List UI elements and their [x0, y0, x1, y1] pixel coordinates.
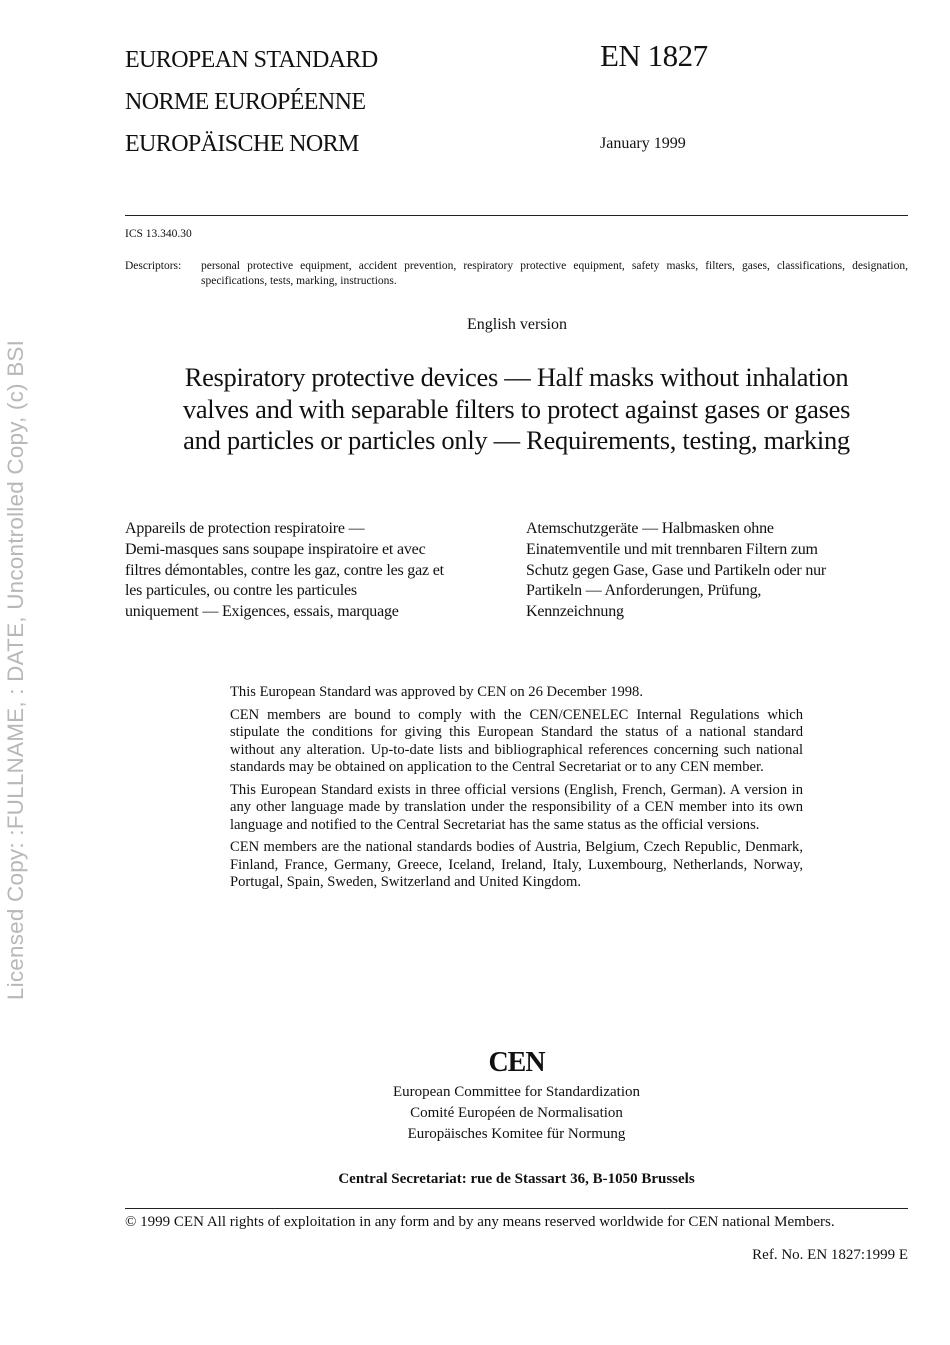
german-line: Schutz gegen Gase, Gase und Partikeln oder nur: [526, 561, 827, 579]
ics-code: ICS 13.340.30: [125, 228, 192, 240]
french-line: uniquement — Exigences, essais, marquage: [125, 603, 399, 621]
title-line: Respiratory protective devices — Half masks without inhalation: [184, 362, 849, 392]
descriptors-text: personal protective equipment, accident prevention, respiratory protective equipment, safety masks, filters, gases, classifications, designation, specifications, tests, marking, instructions.: [201, 260, 908, 287]
title-german: [526, 519, 916, 623]
descriptors-label: Descriptors:: [125, 260, 182, 272]
organization-name: Europäisches Komitee für Normung: [407, 1125, 626, 1142]
header-divider: [125, 215, 908, 216]
title-line: valves and with separable filters to protect against gases or gases: [182, 393, 851, 424]
footer-divider: [125, 1208, 908, 1209]
header-title-en: EUROPEAN STANDARD: [125, 47, 378, 73]
publication-date: January 1999: [600, 135, 686, 152]
french-line: Appareils de protection respiratoire —: [125, 520, 365, 537]
header-title-de: EUROPÄISCHE NORM: [125, 131, 359, 157]
descriptors: [125, 259, 908, 289]
german-line: Einatemventile und mit trennbaren Filtern zum: [526, 540, 818, 558]
approval-paragraph: This European Standard exists in three official versions (English, French, German). A version in any other language made by translation under the responsibility of a CEN member into its own language and notified to the Central Secretariat has the same status as the official versions.: [230, 781, 803, 833]
organization-name: Comité Européen de Normalisation: [410, 1104, 623, 1121]
french-line: les particules, ou contre les particules: [125, 582, 357, 600]
organization-name: European Committee for Standardization: [392, 1084, 640, 1100]
document-title: [125, 362, 908, 457]
language-version: English version: [467, 316, 567, 333]
french-line: filtres démontables, contre les gaz, contre les gaz et: [125, 561, 444, 579]
organization-names: [125, 1082, 908, 1144]
standard-number: EN 1827: [600, 38, 708, 73]
approval-notice: [230, 684, 803, 897]
approval-paragraph: CEN members are the national standards bodies of Austria, Belgium, Czech Republic, Denmark, Finland, France, Germany, Greece, Iceland, Ireland, Italy, Luxembourg, Netherlands, Norway, Portugal, Spain, Sweden, Switzerland and United Kingdom.: [230, 839, 803, 890]
header-title-fr: NORME EUROPÉENNE: [125, 89, 366, 115]
approval-paragraph: CEN members are bound to comply with the CEN/CENELEC Internal Regulations which stipulate the conditions for giving this European Standard the status of a national standard without any alteration. Up-to-date lists and bibliographical references concerning such national standards may be obtained on application to the Central Secretariat or to any CEN member.: [230, 706, 803, 775]
approval-paragraph: This European Standard was approved by CEN on 26 December 1998.: [230, 684, 643, 700]
license-watermark: Licensed Copy: :FULLNAME, : DATE, Uncontrolled Copy, (c) BSI: [3, 339, 28, 1001]
german-line: Kennzeichnung: [526, 603, 624, 621]
german-line: Partikeln — Anforderungen, Prüfung,: [526, 582, 762, 600]
organization-block: [125, 1046, 908, 1144]
secretariat-address: Central Secretariat: rue de Stassart 36, B-1050 Brussels: [338, 1171, 695, 1187]
german-line: Atemschutzgeräte — Halbmasken ohne: [526, 520, 774, 537]
title-line: and particles or particles only — Requirements, testing, marking: [183, 425, 850, 455]
reference-number: Ref. No. EN 1827:1999 E: [752, 1247, 908, 1263]
copyright-notice: © 1999 CEN All rights of exploitation in any form and by any means reserved worldwide for CEN national Members.: [125, 1214, 835, 1230]
cen-logo: CEN: [488, 1047, 545, 1078]
french-line: Demi-masques sans soupape inspiratoire et avec: [125, 540, 426, 558]
title-french: [125, 519, 515, 623]
